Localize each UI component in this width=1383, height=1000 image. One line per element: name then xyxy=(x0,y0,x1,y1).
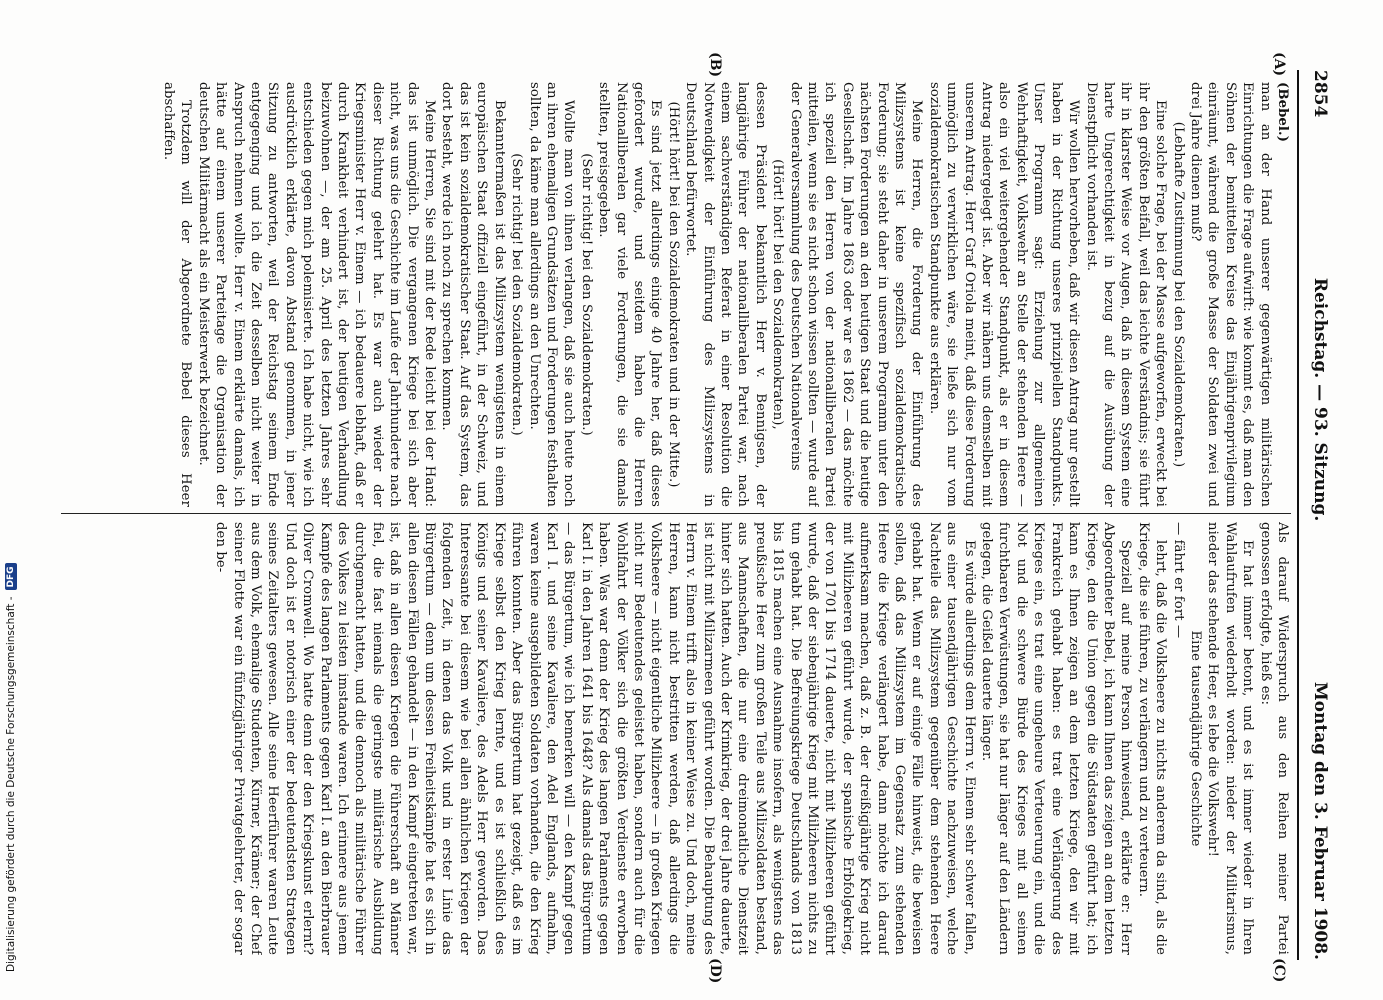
paragraph: — fährt er fort — xyxy=(1170,522,1186,639)
margin-marker-c: (C) xyxy=(1271,958,1287,983)
paragraph: Wir wollen hervorheben, daß wir diesen Antrag nur gestellt haben in der Richtung unseres prinzipiellen Standpunkts. Unser Programm sagt: Erziehung zur allgemeinen Wehrhaftigkeit, Volkswehr an Stelle der stehenden Heere — also ein viel weitergehender Standpunkt, als er in diesem Antrag niedergelegt ist. Aber wir nähern uns demselben mit unserem Antrag. Herr Graf Oriola meint, daß diese Forderung unmöglich zu verwirklichen wäre, sie ließe sich nur vom sozialdemokratischen Standpunkte aus erklären. xyxy=(926,82,1082,507)
header-rule xyxy=(1297,70,1299,960)
interjection: (Sehr richtig! bei den Sozialdemokraten.) xyxy=(578,153,594,436)
paragraph: Speziell auf meine Person hinweisend, erklärte er: Herr Abgeordneter Bebel, ich kann Ihnen das zeigen an dem letzten Kriege, den die Union gegen die Südstaaten geführt hat; ich kann es Ihnen zeigen an dem letzten Kriege, den wir mit Frankreich gehabt haben: es trat eine Verlängerung des Krieges ein, es trat eine ungeheure Verteuerung ein, und die Not und die schwere Bürde des Krieges mit all seinen furchtbaren Verwüstungen, sie hat nur länger auf den Ländern gelegen, die Geißel dauerte länger. xyxy=(979,522,1134,955)
paragraph: lehrt, daß die Volksheere zu nichts anderem da sind, als die Kriege, die sie führen, zu verlängern und zu verteuern. xyxy=(1135,522,1169,955)
session-title: Reichstag. — 93. Sitzung. xyxy=(1310,277,1330,522)
paragraph: man an der Hand unserer gegenwärtigen militärischen Einrichtungen die Frage aufwirft: wie kommt es, daß man den Söhnen der bemittelten Kreise das Einjährigenprivilegium einräumt, während die große Masse der Soldaten zwei und drei Jahre dienen muß? xyxy=(1187,82,1273,507)
paragraph: Trotzdem will der Abgeordnete Bebel dieses Heer abschaffen. xyxy=(161,82,194,507)
margin-marker-b: (B) xyxy=(707,52,723,78)
interjection: Eine tausendjährige Geschichte xyxy=(1187,630,1203,847)
interjection: (Lebhafte Zustimmung bei den Sozialdemokraten.) xyxy=(1170,121,1186,468)
page-number: 2854 xyxy=(1310,70,1330,118)
interjection: (Hört! hört! bei den Sozialdemokraten und in der Mitte.) xyxy=(665,101,681,488)
paragraph: Meine Herren, Sie sind mit der Rede leicht bei der Hand: das ist unmöglich. Die vergangenen Kriege bei sich aber nicht, was uns die Geschichte im Laufe der Jahrhunderte nach dieser Richtung gelehrt hat. Es war auch wieder der Kriegsminister Herr v. Einem — ich bedauere lebhaft, daß er durch Krankheit verhindert ist, der heutigen Verhandlung beizuwohnen —, der am 25. April des letzten Jahres sehr entschieden gegen mich polemisierte. Ich habe nicht, wie ich ausdrücklich erklärte, davon Abstand genommen, in jener Sitzung zu antworten, weil der Reichstag seinem Ende entgegenging und ich die Zeit desselben nicht weiter in Anspruch nehmen wollte. Herr v. Einem erklärte damals, ich hätte auf einem unserer Parteitage die Organisation der deutschen Militärmacht als ein Meisterwerk bezeichnet. xyxy=(195,82,438,507)
right-text-column xyxy=(46,522,1291,955)
dfg-logo: DFG xyxy=(5,563,17,590)
margin-marker-a: (A) xyxy=(1271,52,1287,77)
session-date: Montag den 3. Februar 1908. xyxy=(1310,681,1330,960)
paragraph: Als darauf Widerspruch aus den Reihen meiner Partei genossen erfolgte, hieß es: xyxy=(1257,522,1290,955)
margin-marker-d: (D) xyxy=(707,958,723,984)
paragraph: Meine Herren, die Forderung der Einführung des Milizsystems ist keine spezifisch sozialdemokratische Forderung; sie steht daher in unserem Programm unter den nächsten Forderungen an den heutigen Staat und die heutige Gesellschaft. Im Jahre 1863 oder war es 1862 — das möchte ich speziell den Herren von der nationalliberalen Partei mitteilen, wenn sie es nicht schon wissen sollten — wurde auf der Generalversammlung des Deutschen Nationalvereins xyxy=(787,82,925,507)
paragraph: dessen Präsident bekanntlich Herr v. Bennigsen, der langjährige Führer der nationalliberalen Partei war, nach einem sachverständigen Referat in einer Resolution die Notwendigkeit der Einführung des Milizsystems in Deutschland befürwortet. xyxy=(683,82,768,507)
paragraph: Er hat immer betont, und es ist immer wieder in Ihren Wahlaufrufen wiederholt worden: nieder der Militarismus, nieder das stehende Heer, es lebe die Volkswehr! xyxy=(1205,522,1256,955)
left-text-column xyxy=(46,82,1291,507)
paragraph: Es sind jetzt allerdings einige 40 Jahre her, daß dieses gefordert wurde, und seitdem haben die Herren Nationalliberalen gar viele Forderungen, die sie damals stellten, preisgegeben. xyxy=(596,82,664,507)
interjection: (Sehr richtig! bei den Sozialdemokraten.) xyxy=(509,153,525,436)
column-divider xyxy=(61,513,1291,514)
credit-text: Digitalisierung gefördert durch die Deutsche Forschungsgemeinschaft - xyxy=(5,596,17,972)
interjection: (Hört! hört! bei den Sozialdemokraten), xyxy=(770,159,786,430)
paragraph: Es würde allerdings dem Herrn v. Einem sehr schwer fallen, aus einer tausendjährigen Geschichte nachzuweisen, welche Nachteile das Milizsystem gegenüber dem stehenden Heere gehabt hat. Wenn er auf einige Fälle hinweist, die beweisen sollen, daß das Milizsystem im Gegensatz zum stehenden Heere die Kriege verlängert habe, dann möchte ich darauf aufmerksam machen, daß z. B. der dreißigjährige Krieg nicht mit Milizheeren geführt wurde, der spanische Erbfolgekrieg, der von 1701 bis 1714 dauerte, nicht mit Milizheeren geführt wurde, daß der siebenjährige Krieg mit Milizheeren nichts zu tun gehabt hat. Die Befreiungskriege Deutschlands von 1813 bis 1815 machen eine Ausnahme insofern, als wenigstens das preußische Heer zum großen Teile aus Milizsoldaten bestand, aus Mannschaften, die nur eine dreimonatliche Dienstzeit hinter sich hatten. Auch der Krimkrieg, der drei Jahre dauerte, ist nicht mit Milizarmeen geführt worden. Die Behauptung des Herrn v. Einem trifft also in keiner Weise zu. Und doch, meine Herren, kann nicht bestritten werden, daß allerdings die Volksheere — nicht eigentliche Milizheere — in großen Kriegen nicht nur Bedeutendes geleistet haben, sondern auch für die Wohlfahrt der Völker sich die größten Verdienste erworben haben. Was war denn der Krieg des langen Parlaments gegen Karl I. in den Jahren 1641 bis 1648? Als damals das Bürgertum — das Bürgertum, wie ich bemerken will — den Kampf gegen Karl I. und seine Kavaliere, den Adel Englands, aufnahm, waren keine ausgebildeten Soldaten vorhanden, die den Krieg führen konnten. Aber das Bürgertum hat gezeigt, daß es im Kriege selbst den Krieg lernte, und es ist schließlich des Königs und seiner Kavaliere, des Adels Herr geworden. Das Interessante bei diesem wie bei allen ähnlichen Kriegen der folgenden Zeit, in denen das Volk und in erster Linie das Bürgertum — denn um dessen Freiheitskämpfe hat es sich in allen diesen Fällen gehandelt — in den Kampf eingetreten war, ist, daß in allen diesen Kriegen die Führerschaft an Männer fiel, die fast niemals die geringste militärische Ausbildung durchgemacht hatten, und die dennoch als militärische Führer des Volkes zu leisten imstande waren. Ich erinnere aus jenem Kampfe des langen Parlaments gegen Karl I. an den Bierbrauer Oliver Cromwell. Wo hatte denn der den Kriegskunst erlernt? Und doch ist er notorisch einer der bedeutendsten Strategen seines Zeitalters gewesen. Alle seine Heerführer waren Leute aus dem Volk, ehemalige Studenten, Kürner, Krämer; der Chef seiner Flotte war ein fünfzigjähriger Privatgelehrter, der sogar den be- xyxy=(213,522,977,955)
page-header xyxy=(1305,70,1335,960)
paragraph: Bekanntermaßen ist das Milizsystem wenigstens in einem europäischen Staat offiziell eingeführt, in der Schweiz, und das ist kein sozialdemokratischer Staat. Auf das System, das dort besteht, werde ich noch zu sprechen kommen. xyxy=(439,82,507,507)
paragraph: Eine solche Frage, bei der Masse aufgeworfen, erweckt bei ihr den größten Beifall, weil das leichte Verständnis; sie führt ihr in klarster Weise vor Augen, daß in diesem System eine harte Ungerechtigkeit in bezug auf die Ausübung der Dienstpflicht vorhanden ist. xyxy=(1083,82,1169,507)
speaker-label: (Bebel.) xyxy=(1275,82,1290,143)
paragraph: Wollte man von ihnen verlangen, daß sie auch heute noch an ihren ehemaligen Grundsätzen und Forderungen festhalten sollten, da käme man allerdings an den Unrechten. xyxy=(526,82,577,507)
